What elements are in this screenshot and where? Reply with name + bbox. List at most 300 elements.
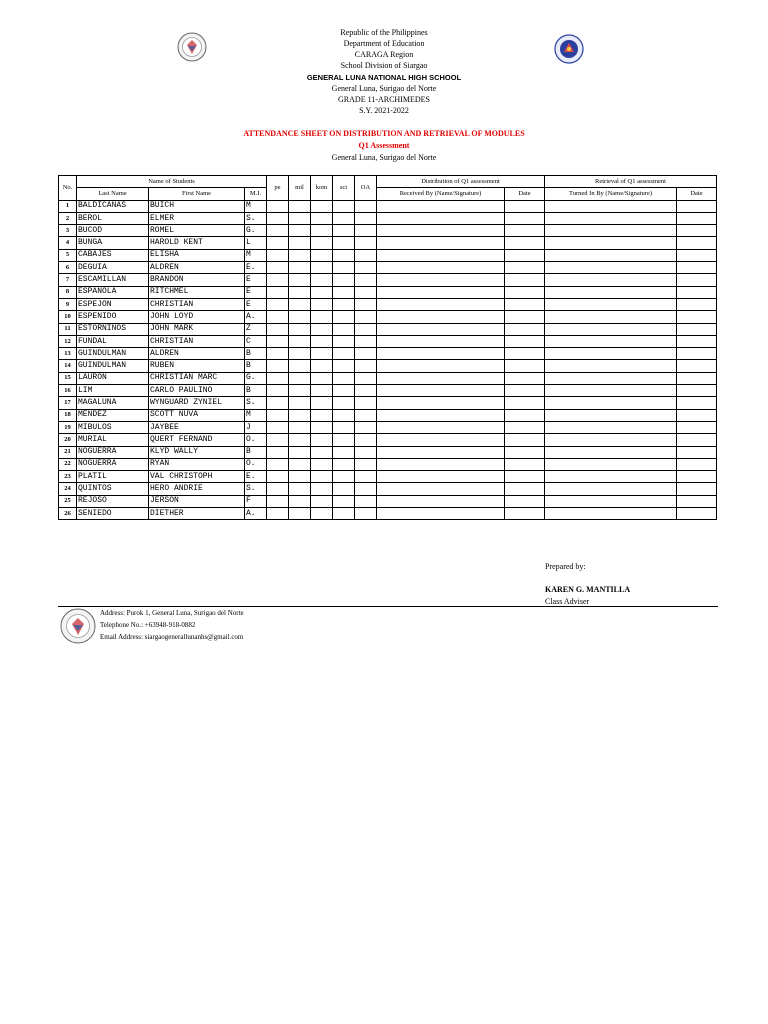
table-row — [59, 471, 717, 483]
received-by-cell — [377, 286, 505, 298]
date-dist-cell — [505, 225, 545, 237]
header-school-year: S.Y. 2021-2022 — [359, 106, 409, 115]
date-ret-cell — [677, 212, 717, 224]
received-by-cell — [377, 298, 505, 310]
middle-initial-cell: B — [245, 348, 267, 360]
oa-cell — [355, 421, 377, 433]
table-row — [59, 249, 717, 261]
pe-cell — [267, 200, 289, 212]
kom-cell — [311, 237, 333, 249]
received-by-cell — [377, 397, 505, 409]
date-ret-cell — [677, 385, 717, 397]
first-name-cell: RYAN — [149, 458, 245, 470]
date-ret-cell — [677, 335, 717, 347]
row-number: 7 — [59, 274, 77, 286]
oa-cell — [355, 458, 377, 470]
turned-in-cell — [545, 225, 677, 237]
table-row — [59, 409, 717, 421]
header-address: General Luna, Surigao del Norte — [331, 84, 437, 93]
table-row — [59, 200, 717, 212]
pe-cell — [267, 409, 289, 421]
col-date-ret-header: Date — [677, 188, 717, 200]
received-by-cell — [377, 249, 505, 261]
header-school-name: GENERAL LUNA NATIONAL HIGH SCHOOL — [306, 73, 462, 82]
middle-initial-cell: L — [245, 237, 267, 249]
mil-cell — [289, 483, 311, 495]
turned-in-cell — [545, 471, 677, 483]
date-dist-cell — [505, 434, 545, 446]
turned-in-cell — [545, 360, 677, 372]
received-by-cell — [377, 274, 505, 286]
table-row — [59, 348, 717, 360]
last-name-cell: LAURON — [77, 372, 149, 384]
sci-cell — [333, 237, 355, 249]
sheet-subtitle: Q1 Assessment — [358, 141, 410, 150]
pe-cell — [267, 360, 289, 372]
first-name-cell: JOHN LOYD — [149, 311, 245, 323]
oa-cell — [355, 225, 377, 237]
row-number: 16 — [59, 385, 77, 397]
sci-cell — [333, 397, 355, 409]
kom-cell — [311, 385, 333, 397]
mil-cell — [289, 262, 311, 274]
middle-initial-cell: Z — [245, 323, 267, 335]
table-row — [59, 372, 717, 384]
pe-cell — [267, 286, 289, 298]
kom-cell — [311, 446, 333, 458]
sci-cell — [333, 446, 355, 458]
middle-initial-cell: S. — [245, 483, 267, 495]
oa-cell — [355, 483, 377, 495]
kom-cell — [311, 335, 333, 347]
row-number: 12 — [59, 335, 77, 347]
mil-cell — [289, 335, 311, 347]
last-name-cell: REJOSO — [77, 495, 149, 507]
date-dist-cell — [505, 508, 545, 520]
row-number: 23 — [59, 471, 77, 483]
col-distribution-header: Distribution of Q1 assessment — [377, 176, 545, 188]
table-row — [59, 508, 717, 520]
pe-cell — [267, 262, 289, 274]
row-number: 1 — [59, 200, 77, 212]
date-dist-cell — [505, 385, 545, 397]
oa-cell — [355, 495, 377, 507]
row-number: 18 — [59, 409, 77, 421]
mil-cell — [289, 237, 311, 249]
table-header-row-1 — [59, 176, 717, 188]
turned-in-cell — [545, 298, 677, 310]
kom-cell — [311, 471, 333, 483]
header-region: CARAGA Region — [354, 50, 414, 59]
date-dist-cell — [505, 409, 545, 421]
sci-cell — [333, 200, 355, 212]
middle-initial-cell: E. — [245, 471, 267, 483]
pe-cell — [267, 397, 289, 409]
oa-cell — [355, 200, 377, 212]
date-ret-cell — [677, 298, 717, 310]
mil-cell — [289, 471, 311, 483]
middle-initial-cell: A. — [245, 508, 267, 520]
last-name-cell: BALDICANAS — [77, 200, 149, 212]
last-name-cell: ESPEJON — [77, 298, 149, 310]
date-dist-cell — [505, 249, 545, 261]
table-row — [59, 335, 717, 347]
turned-in-cell — [545, 372, 677, 384]
middle-initial-cell: O. — [245, 434, 267, 446]
oa-cell — [355, 397, 377, 409]
first-name-cell: SCOTT NUVA — [149, 409, 245, 421]
table-row — [59, 225, 717, 237]
last-name-cell: FUNDAL — [77, 335, 149, 347]
row-number: 21 — [59, 446, 77, 458]
kom-cell — [311, 348, 333, 360]
last-name-cell: NOGUERRA — [77, 458, 149, 470]
date-dist-cell — [505, 311, 545, 323]
table-header-row-2 — [59, 188, 717, 200]
date-ret-cell — [677, 311, 717, 323]
turned-in-cell — [545, 495, 677, 507]
date-dist-cell — [505, 262, 545, 274]
first-name-cell: CHRISTIAN MARC — [149, 372, 245, 384]
last-name-cell: BEROL — [77, 212, 149, 224]
turned-in-cell — [545, 286, 677, 298]
col-turned-in-header: Turned In By (Name/Signature) — [545, 188, 677, 200]
col-received-by-header: Received By (Name/Signature) — [377, 188, 505, 200]
pe-cell — [267, 421, 289, 433]
kom-cell — [311, 483, 333, 495]
row-number: 3 — [59, 225, 77, 237]
sci-cell — [333, 434, 355, 446]
kom-cell — [311, 421, 333, 433]
first-name-cell: KLYD WALLY — [149, 446, 245, 458]
first-name-cell: ALDREN — [149, 348, 245, 360]
turned-in-cell — [545, 385, 677, 397]
turned-in-cell — [545, 311, 677, 323]
kom-cell — [311, 323, 333, 335]
row-number: 26 — [59, 508, 77, 520]
turned-in-cell — [545, 458, 677, 470]
oa-cell — [355, 348, 377, 360]
mil-cell — [289, 225, 311, 237]
first-name-cell: JAYBEE — [149, 421, 245, 433]
row-number: 19 — [59, 421, 77, 433]
last-name-cell: SENIEDO — [77, 508, 149, 520]
pe-cell — [267, 508, 289, 520]
date-dist-cell — [505, 335, 545, 347]
date-dist-cell — [505, 372, 545, 384]
date-dist-cell — [505, 471, 545, 483]
oa-cell — [355, 262, 377, 274]
kom-cell — [311, 508, 333, 520]
oa-cell — [355, 311, 377, 323]
table-row — [59, 421, 717, 433]
date-ret-cell — [677, 421, 717, 433]
mil-cell — [289, 385, 311, 397]
col-retrieval-header: Retrieval of Q1 assessment — [545, 176, 717, 188]
turned-in-cell — [545, 483, 677, 495]
oa-cell — [355, 274, 377, 286]
received-by-cell — [377, 471, 505, 483]
received-by-cell — [377, 495, 505, 507]
table-row — [59, 458, 717, 470]
table-row — [59, 262, 717, 274]
received-by-cell — [377, 508, 505, 520]
table-row — [59, 385, 717, 397]
mil-cell — [289, 249, 311, 261]
date-dist-cell — [505, 274, 545, 286]
oa-cell — [355, 372, 377, 384]
turned-in-cell — [545, 335, 677, 347]
adviser-role: Class Adviser — [545, 597, 590, 606]
received-by-cell — [377, 421, 505, 433]
date-ret-cell — [677, 225, 717, 237]
received-by-cell — [377, 458, 505, 470]
mil-cell — [289, 274, 311, 286]
middle-initial-cell: B — [245, 446, 267, 458]
footer-school-seal — [60, 608, 96, 644]
oa-cell — [355, 335, 377, 347]
date-dist-cell — [505, 421, 545, 433]
date-dist-cell — [505, 212, 545, 224]
date-ret-cell — [677, 372, 717, 384]
date-dist-cell — [505, 397, 545, 409]
middle-initial-cell: S. — [245, 212, 267, 224]
middle-initial-cell: G. — [245, 225, 267, 237]
oa-cell — [355, 249, 377, 261]
kom-cell — [311, 225, 333, 237]
last-name-cell: MAGALUNA — [77, 397, 149, 409]
table-row — [59, 311, 717, 323]
middle-initial-cell: F — [245, 495, 267, 507]
first-name-cell: BUICH — [149, 200, 245, 212]
received-by-cell — [377, 483, 505, 495]
received-by-cell — [377, 323, 505, 335]
date-ret-cell — [677, 458, 717, 470]
row-number: 25 — [59, 495, 77, 507]
kom-cell — [311, 274, 333, 286]
first-name-cell: JOHN MARK — [149, 323, 245, 335]
last-name-cell: LIM — [77, 385, 149, 397]
turned-in-cell — [545, 249, 677, 261]
last-name-cell: DEGUIA — [77, 262, 149, 274]
col-no-header: No. — [59, 176, 77, 201]
last-name-cell: MURIAL — [77, 434, 149, 446]
oa-cell — [355, 508, 377, 520]
date-ret-cell — [677, 262, 717, 274]
first-name-cell: ROMEL — [149, 225, 245, 237]
kom-cell — [311, 298, 333, 310]
first-name-cell: JERSON — [149, 495, 245, 507]
row-number: 20 — [59, 434, 77, 446]
mil-cell — [289, 409, 311, 421]
sci-cell — [333, 274, 355, 286]
mil-cell — [289, 323, 311, 335]
table-row — [59, 360, 717, 372]
sci-cell — [333, 409, 355, 421]
sci-cell — [333, 508, 355, 520]
received-by-cell — [377, 434, 505, 446]
footer-telephone: Telephone No.: +63948-918-0882 — [100, 621, 196, 629]
kom-cell — [311, 397, 333, 409]
middle-initial-cell: E. — [245, 262, 267, 274]
first-name-cell: DIETHER — [149, 508, 245, 520]
header-grade: GRADE 11-ARCHIMEDES — [338, 95, 430, 104]
last-name-cell: CABAJES — [77, 249, 149, 261]
first-name-cell: ELISHA — [149, 249, 245, 261]
date-ret-cell — [677, 286, 717, 298]
oa-cell — [355, 471, 377, 483]
sci-cell — [333, 323, 355, 335]
table-row — [59, 397, 717, 409]
table-row — [59, 212, 717, 224]
footer-divider — [58, 606, 718, 607]
first-name-cell: WYNGUARD ZYNIEL — [149, 397, 245, 409]
row-number: 13 — [59, 348, 77, 360]
sci-cell — [333, 421, 355, 433]
mil-cell — [289, 298, 311, 310]
first-name-cell: QUERT FERNAND — [149, 434, 245, 446]
kom-cell — [311, 372, 333, 384]
pe-cell — [267, 274, 289, 286]
sci-cell — [333, 286, 355, 298]
middle-initial-cell: M — [245, 200, 267, 212]
first-name-cell: ALDREN — [149, 262, 245, 274]
date-dist-cell — [505, 200, 545, 212]
pe-cell — [267, 458, 289, 470]
row-number: 8 — [59, 286, 77, 298]
received-by-cell — [377, 348, 505, 360]
pe-cell — [267, 446, 289, 458]
received-by-cell — [377, 212, 505, 224]
date-ret-cell — [677, 237, 717, 249]
middle-initial-cell: M — [245, 409, 267, 421]
date-dist-cell — [505, 348, 545, 360]
date-ret-cell — [677, 434, 717, 446]
header-department: Department of Education — [343, 39, 425, 48]
pe-cell — [267, 298, 289, 310]
kom-cell — [311, 286, 333, 298]
sci-cell — [333, 471, 355, 483]
last-name-cell: GUINDULMAN — [77, 360, 149, 372]
date-dist-cell — [505, 298, 545, 310]
first-name-cell: ELMER — [149, 212, 245, 224]
header-republic: Republic of the Philippines — [340, 28, 428, 37]
date-dist-cell — [505, 483, 545, 495]
pe-cell — [267, 311, 289, 323]
mil-cell — [289, 434, 311, 446]
last-name-cell: GUINDULMAN — [77, 348, 149, 360]
middle-initial-cell: C — [245, 335, 267, 347]
pe-cell — [267, 212, 289, 224]
received-by-cell — [377, 409, 505, 421]
col-names-header: Name of Students — [77, 176, 267, 188]
table-row — [59, 323, 717, 335]
last-name-cell: MENDEZ — [77, 409, 149, 421]
mil-cell — [289, 348, 311, 360]
first-name-cell: CHRISTIAN — [149, 335, 245, 347]
date-dist-cell — [505, 360, 545, 372]
sci-cell — [333, 335, 355, 347]
received-by-cell — [377, 237, 505, 249]
sci-cell — [333, 311, 355, 323]
turned-in-cell — [545, 212, 677, 224]
sci-cell — [333, 298, 355, 310]
table-row — [59, 237, 717, 249]
turned-in-cell — [545, 348, 677, 360]
sci-cell — [333, 212, 355, 224]
sci-cell — [333, 348, 355, 360]
turned-in-cell — [545, 274, 677, 286]
date-ret-cell — [677, 409, 717, 421]
pe-cell — [267, 385, 289, 397]
mil-cell — [289, 446, 311, 458]
date-ret-cell — [677, 483, 717, 495]
row-number: 4 — [59, 237, 77, 249]
col-last-name-header: Last Name — [77, 188, 149, 200]
oa-cell — [355, 434, 377, 446]
received-by-cell — [377, 200, 505, 212]
first-name-cell: RITCHMEL — [149, 286, 245, 298]
turned-in-cell — [545, 446, 677, 458]
kom-cell — [311, 212, 333, 224]
row-number: 17 — [59, 397, 77, 409]
row-number: 14 — [59, 360, 77, 372]
first-name-cell: CARLO PAULINO — [149, 385, 245, 397]
sci-cell — [333, 458, 355, 470]
table-row — [59, 483, 717, 495]
table-row — [59, 446, 717, 458]
last-name-cell: PLATIL — [77, 471, 149, 483]
date-dist-cell — [505, 286, 545, 298]
date-ret-cell — [677, 249, 717, 261]
footer-email: Email Address: siargaogenerallunanhs@gmail.com — [100, 633, 244, 641]
received-by-cell — [377, 262, 505, 274]
last-name-cell: BUCOD — [77, 225, 149, 237]
table-row — [59, 286, 717, 298]
date-ret-cell — [677, 508, 717, 520]
sci-cell — [333, 372, 355, 384]
kom-cell — [311, 249, 333, 261]
date-dist-cell — [505, 237, 545, 249]
middle-initial-cell: M — [245, 249, 267, 261]
received-by-cell — [377, 360, 505, 372]
oa-cell — [355, 323, 377, 335]
date-dist-cell — [505, 446, 545, 458]
oa-cell — [355, 409, 377, 421]
oa-cell — [355, 385, 377, 397]
pe-cell — [267, 225, 289, 237]
received-by-cell — [377, 385, 505, 397]
first-name-cell: BRANDON — [149, 274, 245, 286]
sci-cell — [333, 385, 355, 397]
pe-cell — [267, 335, 289, 347]
middle-initial-cell: S. — [245, 397, 267, 409]
row-number: 11 — [59, 323, 77, 335]
middle-initial-cell: J — [245, 421, 267, 433]
date-ret-cell — [677, 495, 717, 507]
oa-cell — [355, 237, 377, 249]
last-name-cell: ESCAMILLAN — [77, 274, 149, 286]
sci-cell — [333, 225, 355, 237]
kom-cell — [311, 434, 333, 446]
date-ret-cell — [677, 446, 717, 458]
date-ret-cell — [677, 397, 717, 409]
middle-initial-cell: B — [245, 385, 267, 397]
sci-cell — [333, 483, 355, 495]
header-division: School Division of Siargao — [340, 61, 428, 70]
col-subject-kom: kom — [311, 176, 333, 201]
pe-cell — [267, 372, 289, 384]
